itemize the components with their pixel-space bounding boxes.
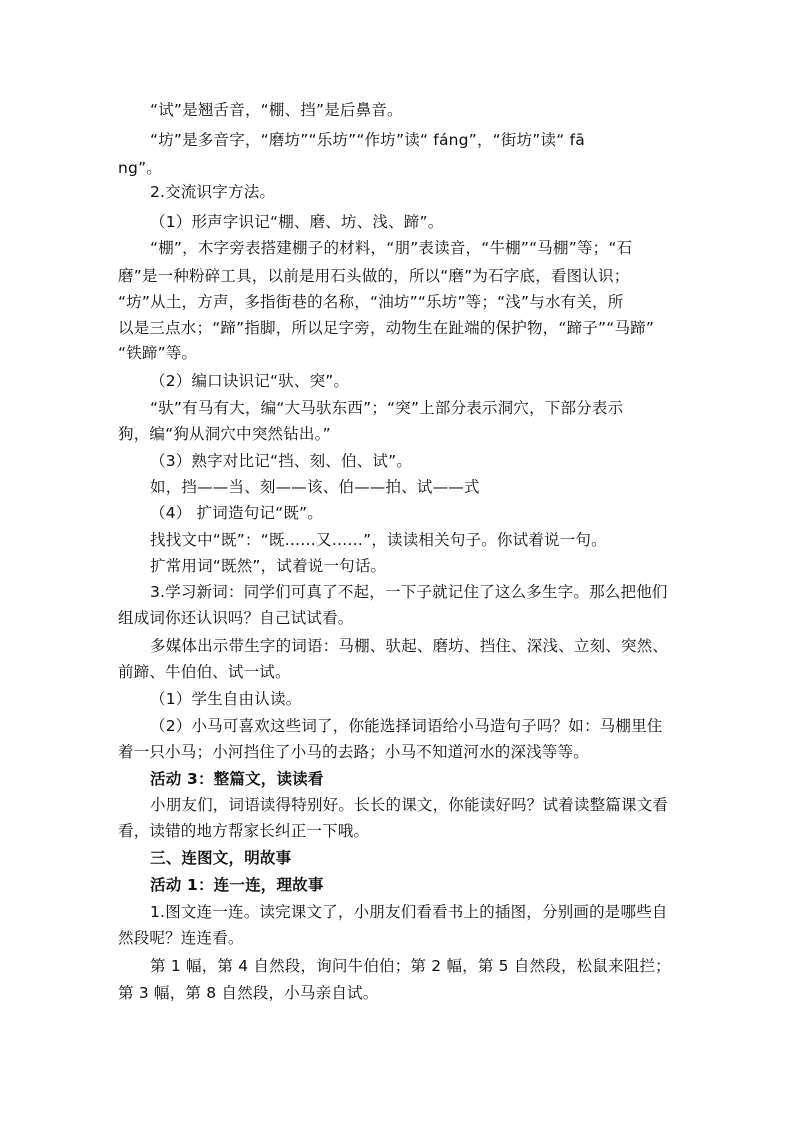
- text-line: 扩常用词“既然”，试着说一句话。: [150, 557, 387, 575]
- text-line: “铁蹄”等。: [118, 344, 198, 362]
- text-line: 着一只小马；小河挡住了小马的去路；小马不知道河水的深浅等等。: [118, 743, 590, 761]
- text-line: 多媒体出示带生字的词语：马棚、驮起、磨坊、挡住、深浅、立刻、突然、: [150, 637, 669, 655]
- text-line: “试”是翘舌音，“棚、挡”是后鼻音。: [150, 101, 403, 119]
- activity-heading: 活动 1：连一连，理故事: [150, 876, 324, 894]
- text-line: 如，挡——当、刻——该、伯——拍、试——式: [150, 478, 480, 496]
- text-line: 1.图文连一连。读完课文了，小朋友们看看书上的插图，分别画的是哪些自: [150, 903, 668, 921]
- text-line: （1）形声字识记“棚、磨、坊、浅、蹄”。: [150, 213, 444, 231]
- text-line: 第 1 幅，第 4 自然段，询问牛伯伯；第 2 幅，第 5 自然段，松鼠来阻拦；: [150, 957, 671, 975]
- text-line: （1）学生自由认读。: [150, 690, 302, 708]
- text-line: 磨”是一种粉碎工具，以前是用石头做的，所以“磨”为石字底，看图认识；: [118, 267, 630, 285]
- text-line: （2）编口诀识记“驮、突”。: [150, 372, 350, 390]
- text-line: ng”。: [118, 159, 162, 177]
- text-line: 第 3 幅，第 8 自然段，小马亲自试。: [118, 984, 379, 1002]
- text-line: 然段呢？连连看。: [118, 929, 244, 947]
- text-line: 看，读错的地方帮家长纠正一下哦。: [118, 822, 370, 840]
- text-line: （3）熟字对比记“挡、刻、伯、试”。: [150, 452, 413, 470]
- text-line: “坊”是多音字，“磨坊”“乐坊”“作坊”读“ fáng”，“街坊”读“ fā: [150, 131, 585, 149]
- text-line: 3.学习新词：同学们可真了不起，一下子就记住了这么多生字。那么把他们: [150, 583, 668, 601]
- text-line: 组成词你还认识吗？自己试试看。: [118, 609, 354, 627]
- text-line: （4） 扩词造句记“既”。: [150, 504, 323, 522]
- text-line: “坊”从土，方声，多指街巷的名称，“油坊”“乐坊”等；“浅”与水有关，所: [118, 293, 624, 311]
- text-line: 狗，编“狗从洞穴中突然钻出。”: [118, 425, 331, 443]
- section-heading: 三、连图文，明故事: [150, 849, 292, 867]
- text-line: “驮”有马有大，编“大马驮东西”；“突”上部分表示洞穴，下部分表示: [150, 399, 624, 417]
- text-line: 以是三点水；“蹄”指脚，所以足字旁，动物生在趾端的保护物，“蹄子”“马蹄”: [118, 319, 655, 337]
- text-line: 前蹄、牛伯伯、试一试。: [118, 663, 291, 681]
- text-line: 找找文中“既”：“既……又……”，读读相关句子。你试着说一句。: [150, 531, 607, 549]
- activity-heading: 活动 3：整篇文，读读看: [150, 770, 324, 788]
- text-line: “棚”，木字旁表搭建棚子的材料，“朋”表读音，“牛棚”“马棚”等；“石: [150, 239, 633, 257]
- text-line: 小朋友们，词语读得特别好。长长的课文，你能读好吗？试着读整篇课文看: [150, 796, 669, 814]
- text-line: （2）小马可喜欢这些词了，你能选择词语给小马造句子吗？如：马棚里住: [150, 717, 663, 735]
- text-line: 2.交流识字方法。: [150, 183, 276, 201]
